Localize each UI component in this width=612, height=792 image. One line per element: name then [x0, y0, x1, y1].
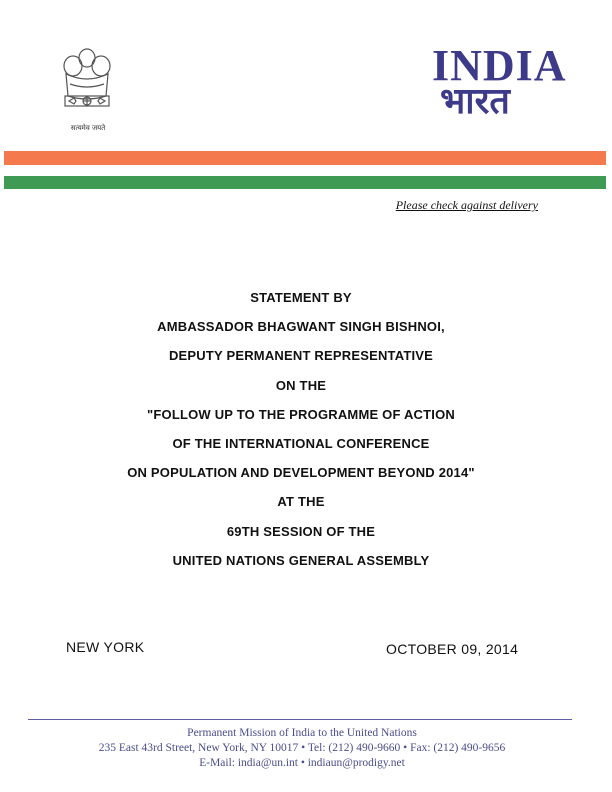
- footer-address: [0, 726, 604, 771]
- statement-line: 69TH SESSION OF THE: [226, 523, 376, 539]
- statement-line: STATEMENT BY: [250, 290, 352, 305]
- statement-line: "FOLLOW UP TO THE PROGRAMME OF ACTION: [147, 406, 455, 422]
- india-logo-text: INDIA: [432, 41, 567, 90]
- statement-line: DEPUTY PERMANENT REPRESENTATIVE: [168, 348, 434, 364]
- emblem-motto: सत्यमेव जयते: [70, 124, 106, 132]
- footer-address-line: 235 East 43rd Street, New York, NY 10017 • Tel: (212) 490-9660 • Fax: (212) 490-9656: [98, 742, 506, 754]
- statement-line: ON THE: [275, 377, 327, 393]
- date-label: OCTOBER 09, 2014: [386, 641, 519, 657]
- statement-line: ON POPULATION AND DEVELOPMENT BEYOND 2014": [127, 465, 475, 481]
- national-emblem-icon: [56, 44, 118, 136]
- statement-line: OF THE INTERNATIONAL CONFERENCE: [172, 435, 430, 451]
- green-band: [4, 176, 606, 189]
- saffron-band: [4, 151, 606, 165]
- place-label: NEW YORK: [66, 639, 145, 655]
- statement-line: UNITED NATIONS GENERAL ASSEMBLY: [172, 552, 430, 568]
- statement-title-block: [0, 288, 602, 580]
- bharat-logo-text: भारत: [440, 81, 510, 122]
- footer-divider: [28, 719, 572, 720]
- footer-mission-name: Permanent Mission of India to the United Nations: [187, 727, 417, 739]
- footer-email-line: E-Mail: india@un.int • indiaun@prodigy.net: [199, 757, 405, 769]
- statement-line: AMBASSADOR BHAGWANT SINGH BISHNOI,: [157, 319, 445, 335]
- statement-line: AT THE: [277, 494, 325, 510]
- delivery-note: Please check against delivery: [395, 198, 538, 212]
